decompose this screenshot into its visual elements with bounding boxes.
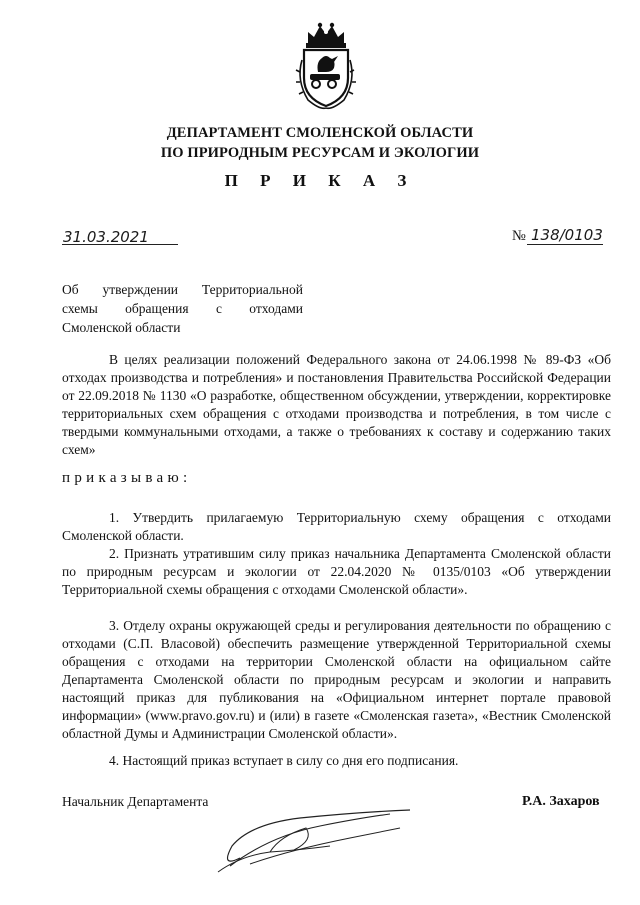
number-prefix: № xyxy=(512,228,526,244)
subject-line: Об утверждении Территориальной xyxy=(62,282,303,297)
order-number: 138/0103 xyxy=(531,226,603,244)
department-name-line1: ДЕПАРТАМЕНТ СМОЛЕНСКОЙ ОБЛАСТИ xyxy=(166,125,474,141)
number-underline xyxy=(527,244,603,245)
order-item: 3. Отделу охраны окружающей среды и регулирования деятельности по обращению с отходами (С.П. Власовой) обеспечить размещение утвержденной Территориальной схемы обращения с отходами на территории Смоленской области на официальном сайте Департамента Смоленской области по природным ресурсам и экологии и направить настоящий приказ для публикования на «Официальном интернет портале правовой информации» (www.pravo.gov.ru) и (или) в газете «Смоленская газета», «Вестник Смоленской областной Думы и Администрации Смоленской области». xyxy=(62,618,611,741)
order-item: 1. Утвердить прилагаемую Территориальную схему обращения с отходами Смоленской области. xyxy=(62,510,611,543)
document-type-title: П Р И К А З xyxy=(224,171,416,190)
coat-of-arms-emblem xyxy=(294,20,358,112)
date-underline xyxy=(62,244,178,245)
order-item: 2. Признать утратившим силу приказ начальника Департамента Смоленской области по природным ресурсам и экологии от 22.04.2020 № 0135/0103 «Об утверждении Территориальной схемы обращения с отходами Смоленской области». xyxy=(62,546,611,597)
order-date: 31.03.2021 xyxy=(63,228,149,246)
subject-line: схемы обращения с отходами xyxy=(62,301,303,316)
subject-line: Смоленской области xyxy=(62,320,181,335)
orders-word: приказываю: xyxy=(62,470,192,486)
signatory-title: Начальник Департамента xyxy=(62,794,209,809)
preamble-paragraph: В целях реализации положений Федерального закона от 24.06.1998 № 89-ФЗ «Об отходах производства и потребления» и постановления Правительства Российской Федерации от 22.09.2018 № 1130 «О разработке, общественном обсуждении, утверждении, корректировке территориальных схем обращения с отходами производства и потребления, в том числе с твердыми коммунальными отходами, а также о требованиях к составу и содержанию таких схем» xyxy=(62,352,611,457)
signatory-name: Р.А. Захаров xyxy=(522,794,600,809)
order-item: 4. Настоящий приказ вступает в силу со дня его подписания. xyxy=(109,753,459,768)
department-name-line2: ПО ПРИРОДНЫМ РЕСУРСАМ И ЭКОЛОГИИ xyxy=(160,145,480,161)
handwritten-signature xyxy=(210,806,420,880)
subject-block xyxy=(62,280,303,337)
